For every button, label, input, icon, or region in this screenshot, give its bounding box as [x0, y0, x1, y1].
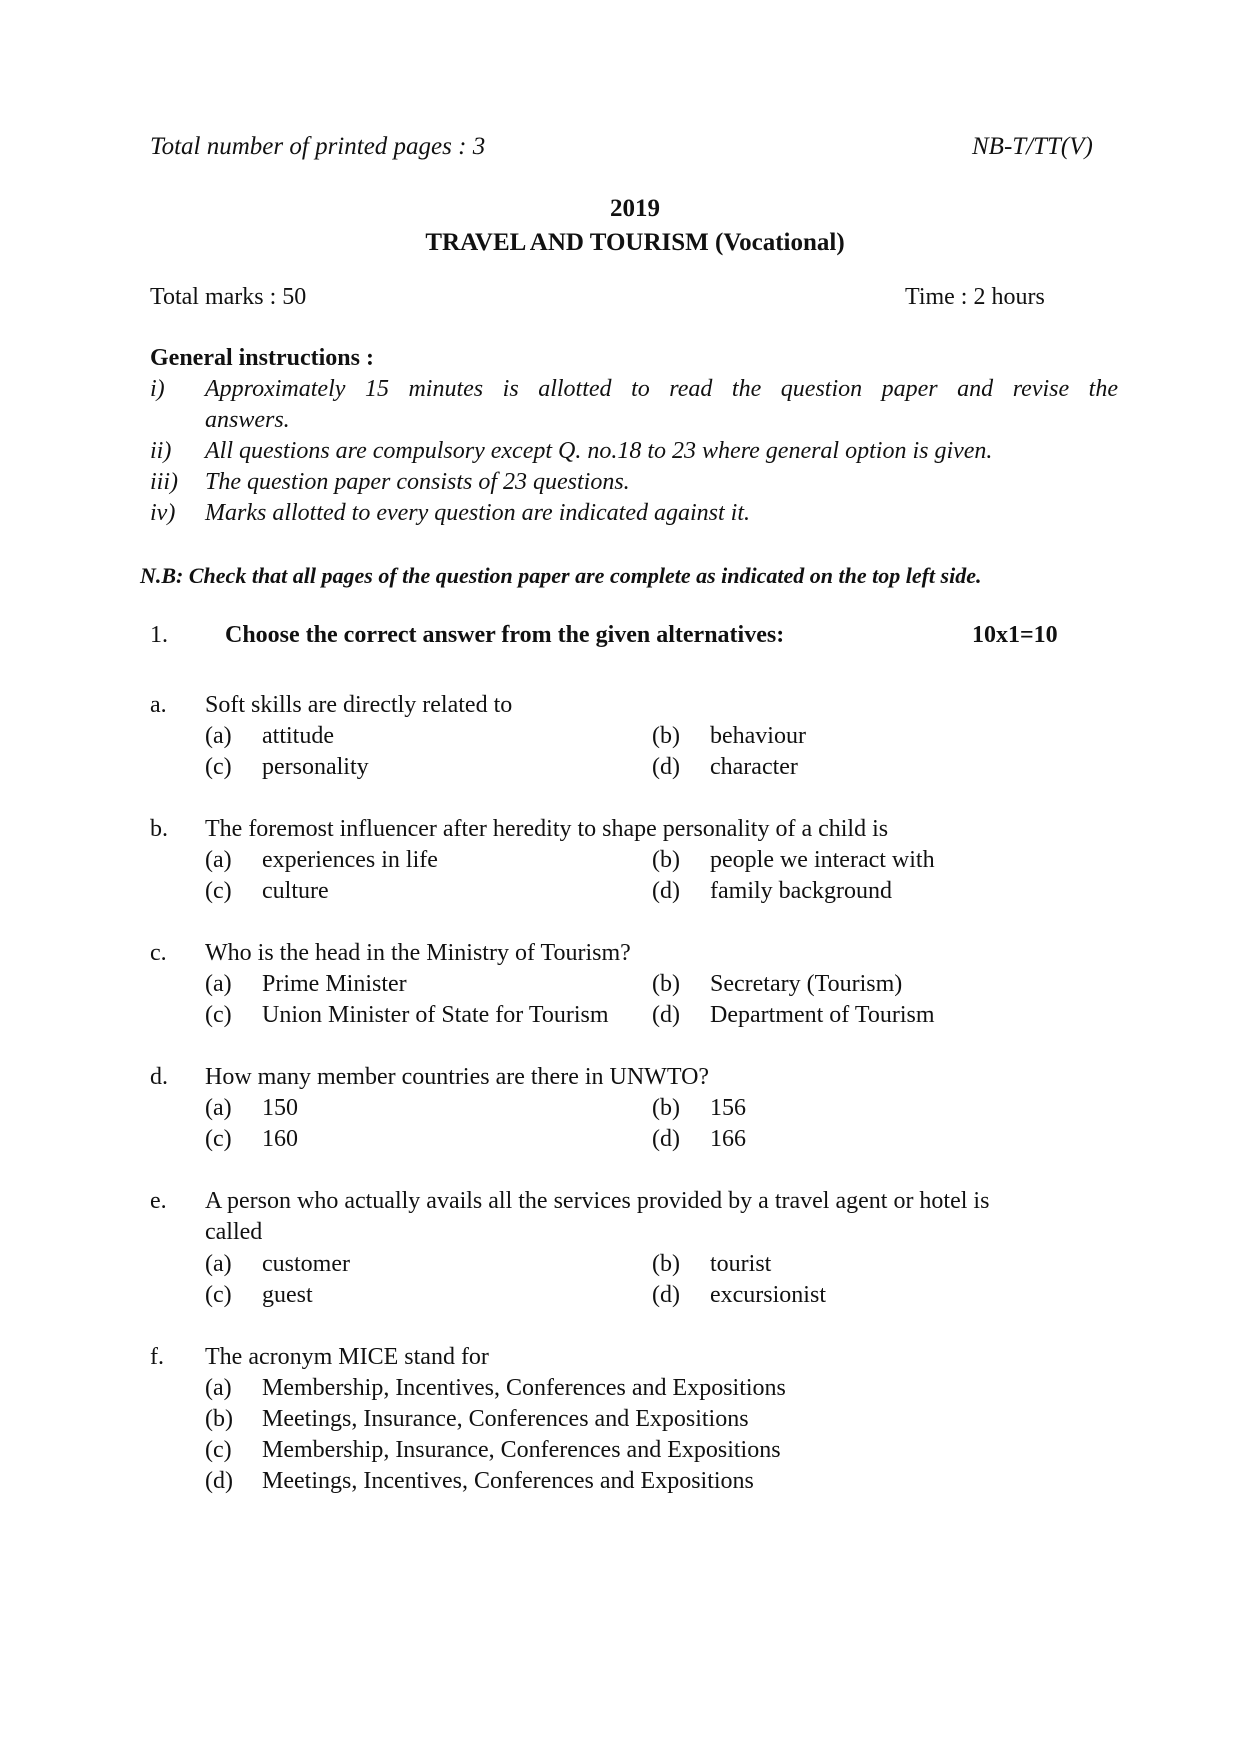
instruction-text: The question paper consists of 23 questions. [205, 469, 630, 495]
sub-question-stem: The acronym MICE stand for [205, 1344, 489, 1370]
exam-year: 2019 [610, 195, 660, 222]
sub-question-stem: How many member countries are there in UNWTO? [205, 1064, 710, 1090]
sub-question-stem: Who is the head in the Ministry of Tourism? [205, 940, 631, 966]
option-text: tourist [710, 1251, 772, 1277]
instructions-heading: General instructions : [150, 345, 374, 371]
question-marks: 10x1=10 [972, 622, 1058, 648]
option-text: Prime Minister [262, 971, 407, 997]
option-text: family background [710, 878, 892, 904]
option-label: (b) [205, 1406, 233, 1432]
option-text: Meetings, Insurance, Conferences and Expositions [262, 1406, 749, 1432]
option-label: (c) [205, 1437, 232, 1463]
sub-question-label: b. [150, 816, 168, 842]
sub-question-stem: Soft skills are directly related to [205, 692, 513, 718]
option-label: (a) [205, 723, 232, 749]
option-label: (d) [652, 754, 680, 780]
option-label: (c) [205, 1282, 232, 1308]
option-text: character [710, 754, 798, 780]
option-text: excursionist [710, 1282, 826, 1308]
option-label: (b) [652, 847, 680, 873]
printed-pages-note: Total number of printed pages : 3 [150, 133, 486, 160]
exam-time: Time : 2 hours [905, 284, 1045, 310]
option-label: (a) [205, 847, 232, 873]
option-text: behaviour [710, 723, 806, 749]
option-label: (b) [652, 1251, 680, 1277]
sub-question-label: f. [150, 1344, 164, 1370]
option-text: culture [262, 878, 329, 904]
option-text: customer [262, 1251, 350, 1277]
sub-question-stem-continued: called [205, 1219, 263, 1245]
option-text: Membership, Incentives, Conferences and Expositions [262, 1375, 786, 1401]
exam-title: TRAVEL AND TOURISM (Vocational) [425, 229, 845, 256]
option-text: 156 [710, 1095, 746, 1121]
option-text: guest [262, 1282, 313, 1308]
question-number: 1. [150, 622, 168, 648]
option-text: personality [262, 754, 369, 780]
paper-code: NB-T/TT(V) [972, 133, 1093, 160]
instruction-num: iii) [150, 469, 178, 495]
option-label: (a) [205, 1375, 232, 1401]
option-label: (d) [652, 878, 680, 904]
instruction-text-continued: answers. [205, 407, 290, 433]
option-label: (b) [652, 971, 680, 997]
option-text: Union Minister of State for Tourism [262, 1002, 609, 1028]
sub-question-label: a. [150, 692, 167, 718]
instruction-num: ii) [150, 438, 172, 464]
option-label: (a) [205, 1251, 232, 1277]
option-label: (d) [205, 1468, 233, 1494]
option-label: (b) [652, 1095, 680, 1121]
option-text: Membership, Insurance, Conferences and Expositions [262, 1437, 781, 1463]
option-text: Meetings, Incentives, Conferences and Expositions [262, 1468, 754, 1494]
option-label: (c) [205, 878, 232, 904]
option-text: people we interact with [710, 847, 935, 873]
option-text: 166 [710, 1126, 746, 1152]
instruction-text: Marks allotted to every question are indicated against it. [205, 500, 751, 526]
option-text: 150 [262, 1095, 298, 1121]
nb-note: N.B: Check that all pages of the question paper are complete as indicated on the top left side. [140, 563, 982, 588]
sub-question-label: e. [150, 1188, 167, 1214]
option-label: (a) [205, 1095, 232, 1121]
option-label: (c) [205, 1002, 232, 1028]
option-label: (b) [652, 723, 680, 749]
total-marks: Total marks : 50 [150, 284, 307, 310]
option-text: experiences in life [262, 847, 438, 873]
instruction-text: Approximately 15 minutes is allotted to read the question paper and revise the [205, 376, 1118, 402]
sub-question-label: d. [150, 1064, 168, 1090]
instruction-text: All questions are compulsory except Q. no.18 to 23 where general option is given. [205, 438, 993, 464]
question-text: Choose the correct answer from the given alternatives: [225, 622, 785, 648]
option-text: attitude [262, 723, 334, 749]
option-label: (d) [652, 1002, 680, 1028]
option-label: (d) [652, 1282, 680, 1308]
sub-question-stem: The foremost influencer after heredity to shape personality of a child is [205, 816, 889, 842]
instruction-num: i) [150, 376, 165, 402]
instruction-num: iv) [150, 500, 176, 526]
sub-question-label: c. [150, 940, 167, 966]
option-label: (c) [205, 754, 232, 780]
option-label: (d) [652, 1126, 680, 1152]
option-text: Department of Tourism [710, 1002, 935, 1028]
option-text: 160 [262, 1126, 298, 1152]
option-label: (a) [205, 971, 232, 997]
option-label: (c) [205, 1126, 232, 1152]
sub-question-stem: A person who actually avails all the services provided by a travel agent or hotel is [205, 1188, 990, 1214]
option-text: Secretary (Tourism) [710, 971, 903, 997]
